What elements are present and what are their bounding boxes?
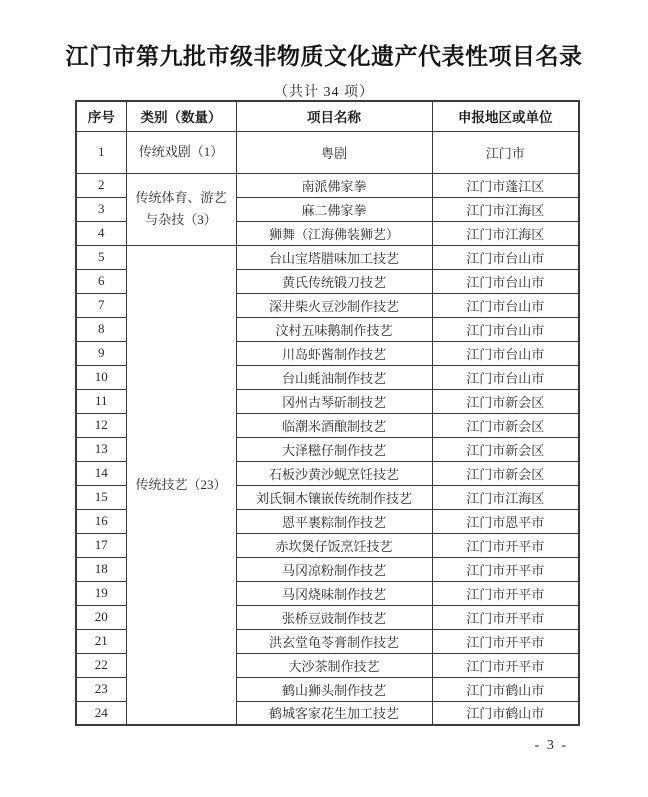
page-subtitle: （共计 34 项） [274,85,374,100]
header-serial-number: 序号 [76,101,126,131]
cell-no: 6 [76,269,126,293]
cell-name: 大沙茶制作技艺 [236,653,432,677]
cell-no: 21 [76,629,126,653]
cell-no: 11 [76,389,126,413]
page-title: 江门市第九批市级非物质文化遗产代表性项目名录 [65,44,583,69]
cell-name: 鹤城客家花生加工技艺 [236,701,432,725]
cell-name: 赤坎煲仔饭烹饪技艺 [236,533,432,557]
table-header-row [76,101,579,131]
cell-no: 13 [76,437,126,461]
cell-no: 18 [76,557,126,581]
page-number: - 3 - [534,738,568,753]
cell-name: 黄氏传统锻刀技艺 [236,269,432,293]
cell-name: 狮舞（江海佛装狮艺） [236,221,432,245]
table-row [76,245,579,269]
cell-name: 台山宝塔腊味加工技艺 [236,245,432,269]
cell-unit: 江门市台山市 [432,341,579,365]
heritage-projects-table [75,100,580,726]
cell-no: 1 [76,131,126,173]
cell-no: 22 [76,653,126,677]
cell-no: 24 [76,701,126,725]
cell-no: 19 [76,581,126,605]
cell-name: 麻二佛家拳 [236,197,432,221]
cell-no: 16 [76,509,126,533]
cell-unit: 江门市鹤山市 [432,677,579,701]
cell-unit: 江门市江海区 [432,197,579,221]
cell-unit: 江门市开平市 [432,533,579,557]
cell-name: 临潮米酒酿制技艺 [236,413,432,437]
table-row [76,131,579,173]
cell-name: 恩平裹粽制作技艺 [236,509,432,533]
cell-unit: 江门市开平市 [432,653,579,677]
cell-name: 川岛虾酱制作技艺 [236,341,432,365]
cell-no: 8 [76,317,126,341]
cell-name: 大泽糍仔制作技艺 [236,437,432,461]
cell-unit: 江门市新会区 [432,437,579,461]
cell-name: 马冈烧味制作技艺 [236,581,432,605]
cell-unit: 江门市台山市 [432,365,579,389]
cell-unit: 江门市江海区 [432,221,579,245]
cell-name: 南派佛家拳 [236,173,432,197]
cell-no: 12 [76,413,126,437]
cell-name: 深井柴火豆沙制作技艺 [236,293,432,317]
cell-name: 张桥豆豉制作技艺 [236,605,432,629]
cell-unit: 江门市开平市 [432,605,579,629]
cell-name: 粤剧 [236,131,432,173]
cell-name: 马冈凉粉制作技艺 [236,557,432,581]
cell-unit: 江门市台山市 [432,293,579,317]
cell-unit: 江门市鹤山市 [432,701,579,725]
cell-unit: 江门市新会区 [432,461,579,485]
cell-name: 台山蚝油制作技艺 [236,365,432,389]
cell-name: 冈州古琴斫制技艺 [236,389,432,413]
cell-name: 鹤山狮头制作技艺 [236,677,432,701]
cell-no: 7 [76,293,126,317]
cell-unit: 江门市开平市 [432,557,579,581]
cell-unit: 江门市江海区 [432,485,579,509]
cell-no: 17 [76,533,126,557]
cell-unit: 江门市蓬江区 [432,173,579,197]
cell-category: 传统体育、游艺与杂技（3） [126,173,236,245]
cell-no: 20 [76,605,126,629]
cell-no: 9 [76,341,126,365]
cell-name: 洪玄堂龟苓膏制作技艺 [236,629,432,653]
cell-no: 15 [76,485,126,509]
cell-unit: 江门市台山市 [432,269,579,293]
cell-no: 3 [76,197,126,221]
cell-name: 石板沙黄沙蚬烹饪技艺 [236,461,432,485]
cell-no: 2 [76,173,126,197]
cell-no: 10 [76,365,126,389]
cell-no: 14 [76,461,126,485]
cell-name: 刘氏铜木镶嵌传统制作技艺 [236,485,432,509]
cell-unit: 江门市台山市 [432,245,579,269]
cell-no: 5 [76,245,126,269]
cell-unit: 江门市恩平市 [432,509,579,533]
cell-category: 传统技艺（23） [126,245,236,725]
header-declaring-unit: 申报地区或单位 [432,101,579,131]
table-row [76,173,579,197]
cell-unit: 江门市开平市 [432,629,579,653]
header-category: 类别（数量） [126,101,236,131]
cell-category: 传统戏剧（1） [126,131,236,173]
cell-unit: 江门市 [432,131,579,173]
cell-unit: 江门市新会区 [432,389,579,413]
cell-unit: 江门市开平市 [432,581,579,605]
cell-unit: 江门市新会区 [432,413,579,437]
header-project-name: 项目名称 [236,101,432,131]
cell-unit: 江门市台山市 [432,317,579,341]
cell-name: 汶村五味鹅制作技艺 [236,317,432,341]
cell-no: 4 [76,221,126,245]
cell-no: 23 [76,677,126,701]
